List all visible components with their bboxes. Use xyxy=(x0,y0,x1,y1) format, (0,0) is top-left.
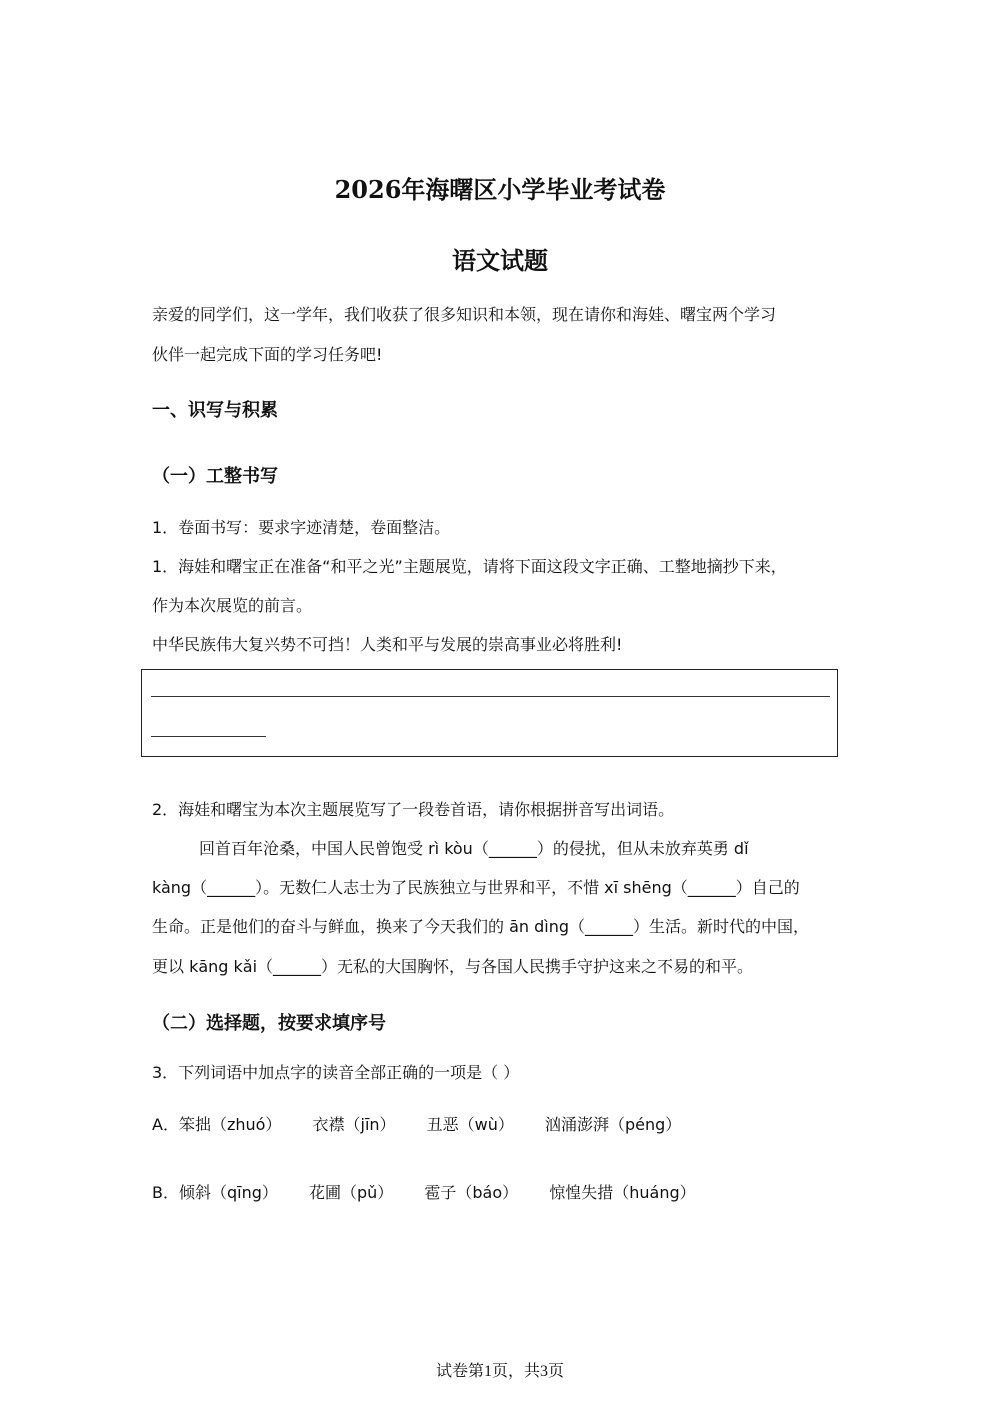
option-a-word-3: 丑恶（wù） xyxy=(426,1115,514,1134)
intro-line-1: 亲爱的同学们，这一学年，我们收获了很多知识和本领，现在请你和海娃、曙宝两个学习 xyxy=(152,305,777,324)
option-a-word-1: A．笨拙（zhuó） xyxy=(152,1115,282,1134)
option-b-word-3: 雹子（báo） xyxy=(424,1183,519,1202)
question-2-line-1: 回首百年沧桑，中国人民曾饱受 rì kòu（______）的侵扰，但从未放弃英勇 dǐ xyxy=(199,839,749,858)
option-a-word-2: 衣襟（jīn） xyxy=(312,1115,396,1134)
exam-subject: 语文试题 xyxy=(452,246,548,275)
question-2-line-4: 更以 kāng kǎi（______）无私的大国胸怀，与各国人民携手守护这来之不易的和平。 xyxy=(152,957,754,976)
question-2-stem: 2．海娃和曙宝为本次主题展览写了一段卷首语，请你根据拼音写出词语。 xyxy=(152,800,675,819)
option-b-word-1: B．倾斜（qīng） xyxy=(152,1183,278,1202)
question-2-line-3: 生命。正是他们的奋斗与鲜血，换来了今天我们的 ān dìng（______）生活。新时代的中国， xyxy=(152,917,810,936)
question-3-stem: 3．下列词语中加点字的读音全部正确的一项是（ ） xyxy=(152,1063,520,1082)
option-a-word-4: 汹涌澎湃（péng） xyxy=(544,1115,682,1134)
part-heading-choice: （二）选择题，按要求填序号 xyxy=(152,1013,386,1034)
part-heading-handwriting: （一）工整书写 xyxy=(152,466,278,487)
intro-line-2: 伙伴一起完成下面的学习任务吧! xyxy=(152,345,383,364)
question-1b-line-1: 1．海娃和曙宝正在准备“和平之光”主题展览，请将下面这段文字正确、工整地摘抄下来， xyxy=(152,557,787,576)
writing-line[interactable] xyxy=(151,736,266,737)
question-1a: 1．卷面书写：要求字迹清楚，卷面整洁。 xyxy=(152,518,451,537)
copy-text: 中华民族伟大复兴势不可挡！人类和平与发展的崇高事业必将胜利! xyxy=(152,635,623,654)
option-b-word-4: 惊惶失措（huáng） xyxy=(549,1183,696,1202)
answer-box[interactable] xyxy=(141,669,838,757)
exam-title: 2026年海曙区小学毕业考试卷 xyxy=(334,175,666,204)
section-heading: 一、识写与积累 xyxy=(152,400,278,421)
page-footer: 试卷第1页，共3页 xyxy=(435,1363,564,1380)
question-2-line-2: kàng（______）。无数仁人志士为了民族独立与世界和平，不惜 xī shēng（______）自己的 xyxy=(152,878,800,897)
option-b-word-2: 花圃（pǔ） xyxy=(308,1183,394,1202)
question-1b-line-2: 作为本次展览的前言。 xyxy=(152,596,313,615)
option-a[interactable] xyxy=(152,1115,681,1135)
writing-line[interactable] xyxy=(151,696,830,697)
option-b[interactable] xyxy=(152,1183,696,1203)
